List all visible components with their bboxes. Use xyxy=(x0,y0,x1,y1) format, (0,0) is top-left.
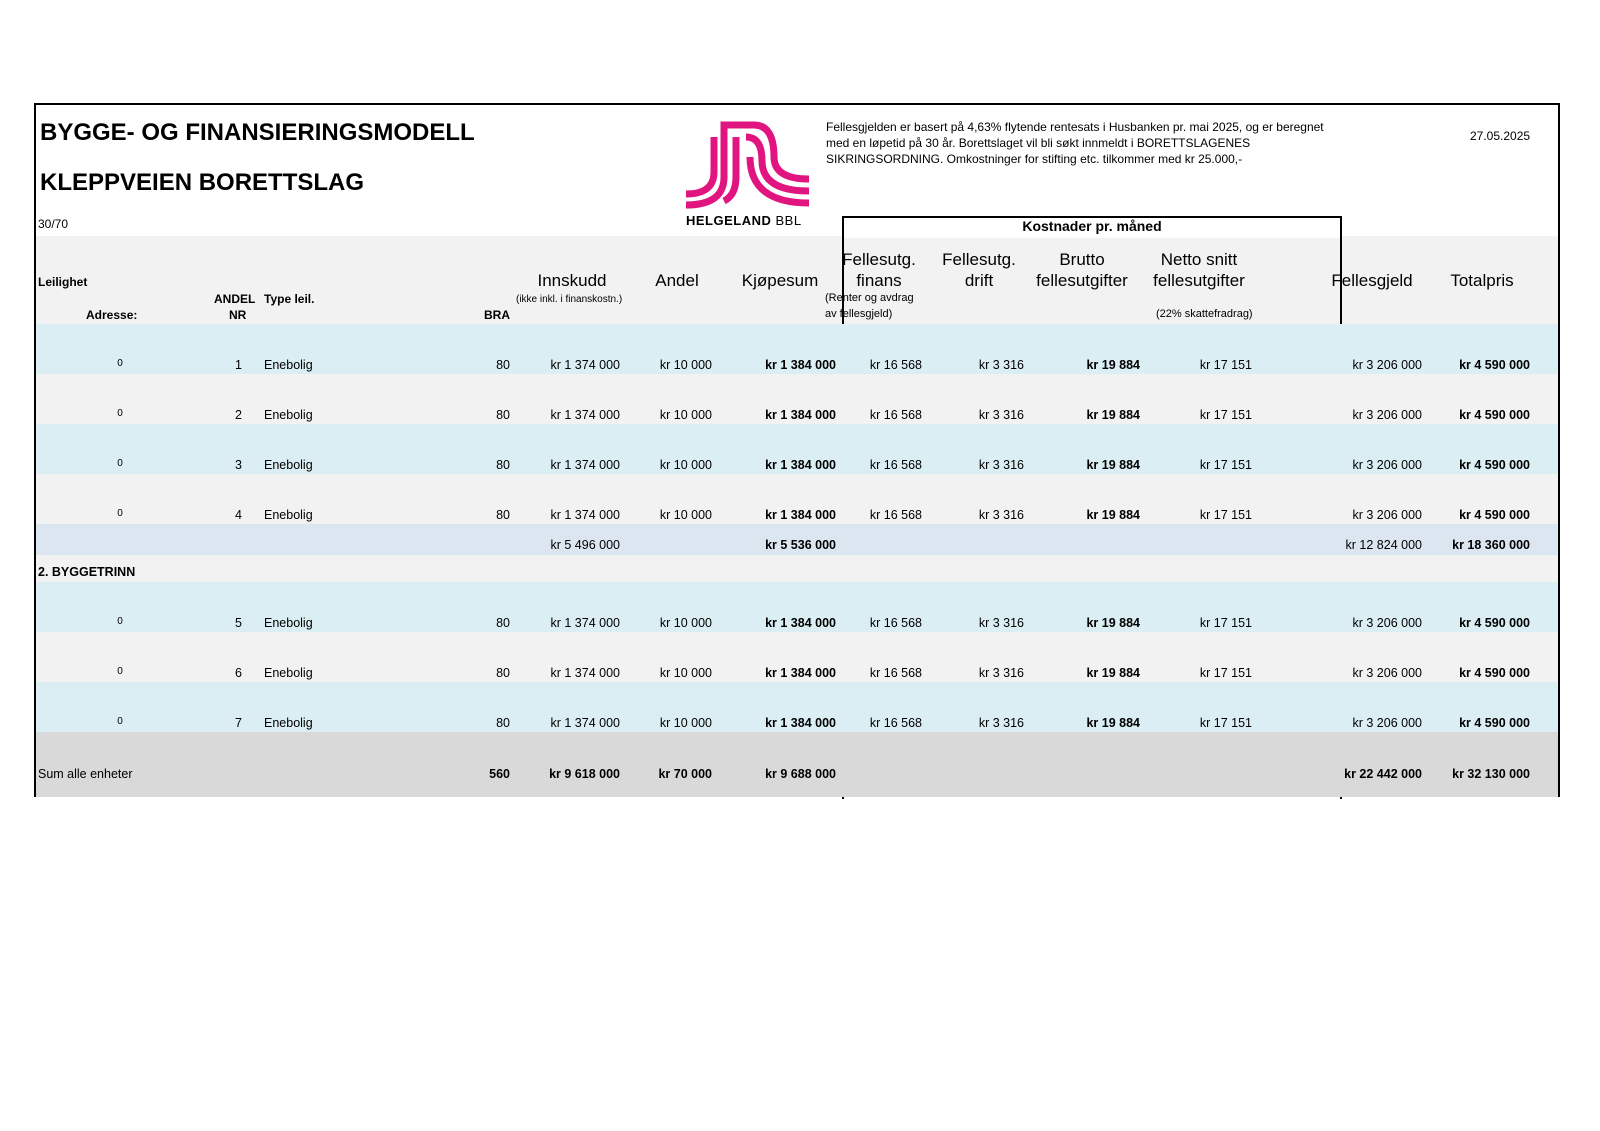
cell-nr: 1 xyxy=(235,358,242,372)
total-totalpris: kr 32 130 000 xyxy=(1452,767,1530,781)
logo-suffix: BBL xyxy=(775,213,802,228)
cell-finans: kr 16 568 xyxy=(869,508,922,522)
cell-kjopesum: kr 1 384 000 xyxy=(765,408,836,422)
cell-nr: 7 xyxy=(235,716,242,730)
cell-bra: 80 xyxy=(496,458,510,472)
stage2-label: 2. BYGGETRINN xyxy=(38,565,136,579)
cell-type: Enebolig xyxy=(264,666,313,680)
cell-finans: kr 16 568 xyxy=(869,666,922,680)
col-innskudd-note: (ikke inkl. i finanskostn.) xyxy=(516,294,623,305)
cell-kjopesum: kr 1 384 000 xyxy=(765,666,836,680)
cell-andel: kr 10 000 xyxy=(659,458,712,472)
cell-innskudd: kr 1 374 000 xyxy=(550,408,620,422)
cell-netto: kr 17 151 xyxy=(1199,616,1252,630)
logo-name: HELGELAND xyxy=(686,213,772,228)
total-andel: kr 70 000 xyxy=(658,767,712,781)
cell-type: Enebolig xyxy=(264,358,313,372)
cell-nr: 4 xyxy=(235,508,242,522)
col-finans-note-2: av fellesgjeld) xyxy=(825,308,893,320)
cell-adresse: 0 xyxy=(117,508,123,519)
cell-innskudd: kr 1 374 000 xyxy=(550,666,620,680)
date-label: 27.05.2025 xyxy=(1470,129,1531,143)
cell-bra: 80 xyxy=(496,716,510,730)
cell-finans: kr 16 568 xyxy=(869,408,922,422)
cell-bra: 80 xyxy=(496,666,510,680)
cell-adresse: 0 xyxy=(117,408,123,419)
total-bra: 560 xyxy=(489,767,510,781)
cell-innskudd: kr 1 374 000 xyxy=(550,458,620,472)
cell-totalpris: kr 4 590 000 xyxy=(1459,458,1530,472)
cell-fellesgjeld: kr 3 206 000 xyxy=(1352,458,1422,472)
cell-totalpris: kr 4 590 000 xyxy=(1459,716,1530,730)
cell-totalpris: kr 4 590 000 xyxy=(1459,358,1530,372)
col-adresse: Adresse: xyxy=(86,308,138,322)
cell-finans: kr 16 568 xyxy=(869,616,922,630)
cell-andel: kr 10 000 xyxy=(659,408,712,422)
cell-finans: kr 16 568 xyxy=(869,358,922,372)
subtotal-totalpris: kr 18 360 000 xyxy=(1452,538,1530,552)
col-type: Type leil. xyxy=(264,292,315,306)
col-andel-nr-1: ANDEL xyxy=(214,292,256,306)
cell-fellesgjeld: kr 3 206 000 xyxy=(1352,716,1422,730)
cell-kjopesum: kr 1 384 000 xyxy=(765,508,836,522)
cell-type: Enebolig xyxy=(264,508,313,522)
cell-andel: kr 10 000 xyxy=(659,716,712,730)
subtotal-kjopesum: kr 5 536 000 xyxy=(765,538,836,552)
cell-brutto: kr 19 884 xyxy=(1086,408,1140,422)
cell-totalpris: kr 4 590 000 xyxy=(1459,616,1530,630)
cell-type: Enebolig xyxy=(264,408,313,422)
col-drift: Fellesutg. drift xyxy=(942,250,1016,290)
cell-bra: 80 xyxy=(496,616,510,630)
cell-adresse: 0 xyxy=(117,458,123,469)
cell-innskudd: kr 1 374 000 xyxy=(550,358,620,372)
col-andel: Andel xyxy=(655,271,699,290)
cell-fellesgjeld: kr 3 206 000 xyxy=(1352,358,1422,372)
cell-netto: kr 17 151 xyxy=(1199,458,1252,472)
cell-bra: 80 xyxy=(496,358,510,372)
total-row xyxy=(36,732,1558,797)
cell-nr: 6 xyxy=(235,666,242,680)
cell-finans: kr 16 568 xyxy=(869,458,922,472)
cell-finans: kr 16 568 xyxy=(869,716,922,730)
col-totalpris: Totalpris xyxy=(1450,271,1514,290)
cell-drift: kr 3 316 xyxy=(978,358,1024,372)
cell-netto: kr 17 151 xyxy=(1199,508,1252,522)
cell-type: Enebolig xyxy=(264,716,313,730)
cell-nr: 5 xyxy=(235,616,242,630)
subtotal-innskudd: kr 5 496 000 xyxy=(550,538,620,552)
cell-totalpris: kr 4 590 000 xyxy=(1459,408,1530,422)
col-innskudd: Innskudd xyxy=(537,271,607,290)
cell-type: Enebolig xyxy=(264,458,313,472)
cell-brutto: kr 19 884 xyxy=(1086,716,1140,730)
cell-brutto: kr 19 884 xyxy=(1086,666,1140,680)
col-finans-note-1: (Renter og avdrag xyxy=(825,292,914,304)
cell-nr: 3 xyxy=(235,458,242,472)
cell-kjopesum: kr 1 384 000 xyxy=(765,458,836,472)
cell-drift: kr 3 316 xyxy=(978,508,1024,522)
cell-brutto: kr 19 884 xyxy=(1086,458,1140,472)
col-finans: Fellesutg. finans xyxy=(842,250,916,290)
page-subtitle: KLEPPVEIEN BORETTSLAG xyxy=(40,169,365,196)
col-netto: Netto snitt fellesutgifter xyxy=(1153,250,1245,290)
cell-totalpris: kr 4 590 000 xyxy=(1459,508,1530,522)
total-kjopesum: kr 9 688 000 xyxy=(765,767,836,781)
cell-fellesgjeld: kr 3 206 000 xyxy=(1352,408,1422,422)
col-netto-note: (22% skattefradrag) xyxy=(1156,308,1253,320)
cell-innskudd: kr 1 374 000 xyxy=(550,716,620,730)
cell-netto: kr 17 151 xyxy=(1199,716,1252,730)
cell-bra: 80 xyxy=(496,408,510,422)
ratio-label: 30/70 xyxy=(38,217,69,231)
cell-brutto: kr 19 884 xyxy=(1086,616,1140,630)
col-leilighet: Leilighet xyxy=(38,275,88,289)
cell-adresse: 0 xyxy=(117,616,123,627)
financing-sheet xyxy=(34,103,1560,797)
cell-drift: kr 3 316 xyxy=(978,408,1024,422)
cell-fellesgjeld: kr 3 206 000 xyxy=(1352,616,1422,630)
cell-innskudd: kr 1 374 000 xyxy=(550,616,620,630)
cell-andel: kr 10 000 xyxy=(659,358,712,372)
cost-group-title: Kostnader pr. måned xyxy=(1022,218,1162,234)
cell-brutto: kr 19 884 xyxy=(1086,508,1140,522)
cell-andel: kr 10 000 xyxy=(659,508,712,522)
cell-nr: 2 xyxy=(235,408,242,422)
cell-netto: kr 17 151 xyxy=(1199,666,1252,680)
col-bra: BRA xyxy=(484,308,510,322)
cell-drift: kr 3 316 xyxy=(978,616,1024,630)
cell-brutto: kr 19 884 xyxy=(1086,358,1140,372)
stage2-row xyxy=(36,555,1558,582)
cell-bra: 80 xyxy=(496,508,510,522)
col-fellesgjeld: Fellesgjeld xyxy=(1331,271,1413,290)
cell-andel: kr 10 000 xyxy=(659,666,712,680)
cell-kjopesum: kr 1 384 000 xyxy=(765,716,836,730)
helgeland-bbl-logo xyxy=(684,117,814,227)
page-title: BYGGE- OG FINANSIERINGSMODELL xyxy=(40,119,475,146)
cell-type: Enebolig xyxy=(264,616,313,630)
cell-totalpris: kr 4 590 000 xyxy=(1459,666,1530,680)
total-label: Sum alle enheter xyxy=(38,767,133,781)
col-brutto: Brutto fellesutgifter xyxy=(1036,250,1128,290)
total-fellesgjeld: kr 22 442 000 xyxy=(1344,767,1422,781)
cell-kjopesum: kr 1 384 000 xyxy=(765,616,836,630)
cell-drift: kr 3 316 xyxy=(978,666,1024,680)
cell-fellesgjeld: kr 3 206 000 xyxy=(1352,508,1422,522)
cell-drift: kr 3 316 xyxy=(978,716,1024,730)
financing-note: Fellesgjelden er basert på 4,63% flytende rentesats i Husbanken pr. mai 2025, og er beregnet med en løpetid på 30 år. Borettslaget vil bli søkt innmeldt i BORETTSLAGENES SIKRINGSORDNING. Omkostninger for stifting etc. tilkommer med kr 25.000,- xyxy=(826,120,1324,166)
cell-adresse: 0 xyxy=(117,666,123,677)
cell-netto: kr 17 151 xyxy=(1199,358,1252,372)
cell-kjopesum: kr 1 384 000 xyxy=(765,358,836,372)
total-innskudd: kr 9 618 000 xyxy=(549,767,620,781)
cell-andel: kr 10 000 xyxy=(659,616,712,630)
cell-innskudd: kr 1 374 000 xyxy=(550,508,620,522)
cell-drift: kr 3 316 xyxy=(978,458,1024,472)
col-andel-nr-2: NR xyxy=(229,308,247,322)
cell-adresse: 0 xyxy=(117,358,123,369)
logo-mark-icon xyxy=(684,117,814,209)
cell-netto: kr 17 151 xyxy=(1199,408,1252,422)
subtotal-fellesgjeld: kr 12 824 000 xyxy=(1345,538,1422,552)
cell-adresse: 0 xyxy=(117,716,123,727)
cell-fellesgjeld: kr 3 206 000 xyxy=(1352,666,1422,680)
col-kjopesum: Kjøpesum xyxy=(741,271,819,290)
